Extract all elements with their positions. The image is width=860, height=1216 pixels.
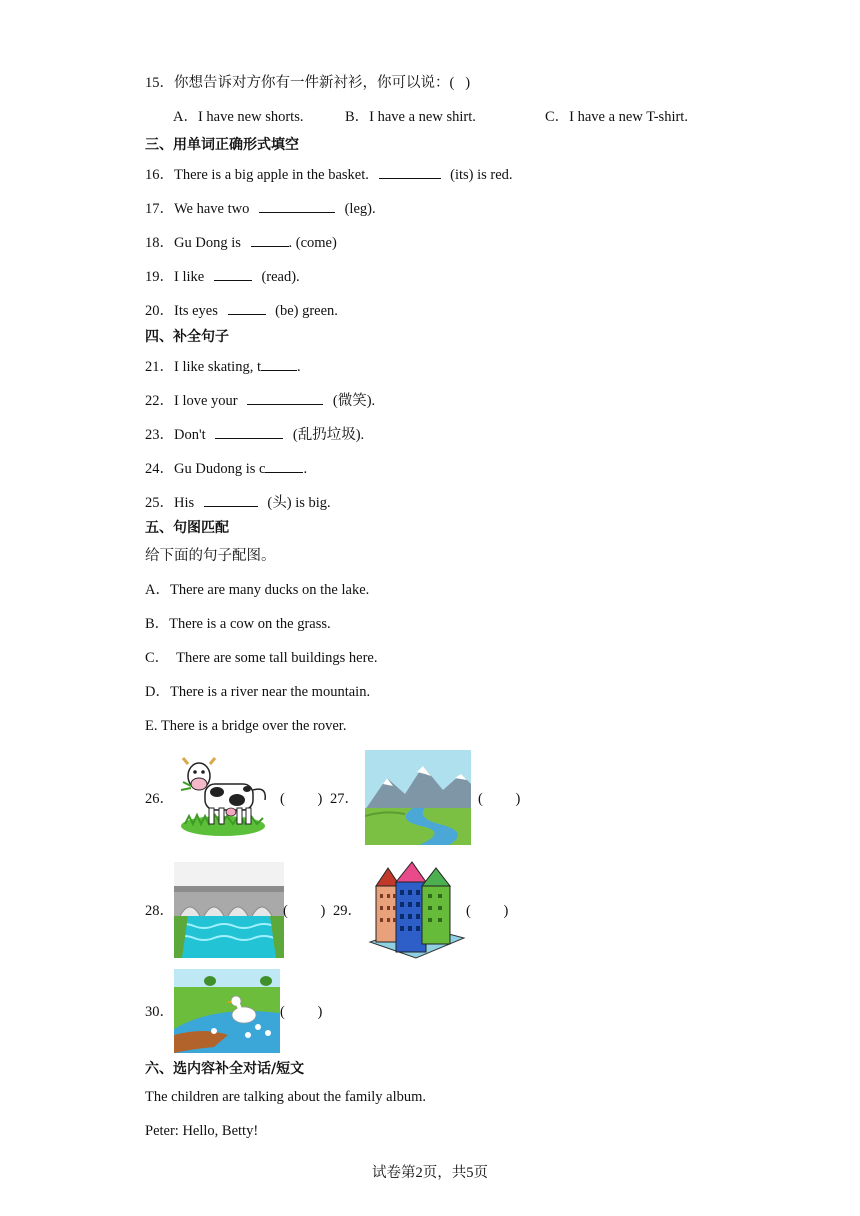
section-6-title: 六、选内容补全对话/短文 [145, 1061, 305, 1077]
q25-hint: (头) is big. [267, 495, 331, 511]
question-16 [145, 164, 513, 184]
q18-hint: . (come) [288, 235, 337, 251]
section-5-instruction: 给下面的句子配图。 [145, 548, 276, 564]
question-19 [145, 266, 300, 286]
q25-blank[interactable] [204, 492, 258, 507]
q16-hint: (its) is red. [450, 167, 513, 183]
item-26-number: 26． [145, 791, 174, 807]
section-3-title: 三、用单词正确形式填空 [145, 137, 299, 153]
question-20 [145, 300, 338, 320]
mountain-river-picture [365, 750, 471, 845]
q23-hint: (乱扔垃圾). [292, 427, 365, 443]
q15-option-a[interactable]: A．I have new shorts. [173, 109, 304, 125]
q20-hint: (be) green. [275, 303, 338, 319]
bridge-picture [174, 862, 284, 958]
item-27-answer-paren[interactable]: ( ) [478, 791, 521, 807]
sentence-c: C． There are some tall buildings here. [145, 650, 378, 666]
q19-hint: (read). [261, 269, 300, 285]
item-28-number: 28． [145, 903, 174, 919]
q25-text: 25．His [145, 495, 195, 511]
q24-text: 24．Gu Dudong is c [145, 461, 266, 477]
q21-blank[interactable] [261, 356, 297, 371]
q17-hint: (leg). [344, 201, 376, 217]
q17-text: 17．We have two [145, 201, 250, 217]
q20-text: 20．Its eyes [145, 303, 218, 319]
q23-blank[interactable] [215, 424, 283, 439]
item-28-answer-paren[interactable]: ( ) [283, 903, 326, 919]
q16-text: 16．There is a big apple in the basket. [145, 167, 369, 183]
item-29-number: 29． [333, 903, 362, 919]
item-26-answer-paren[interactable]: ( ) [280, 791, 323, 807]
q24-end: . [303, 461, 308, 477]
sentence-b: B．There is a cow on the grass. [145, 616, 331, 632]
q18-blank[interactable] [251, 232, 289, 247]
item-30-answer-paren[interactable]: ( ) [280, 1004, 323, 1020]
item-29-answer-paren[interactable]: ( ) [466, 903, 509, 919]
q15-option-c[interactable]: C．I have a new T-shirt. [545, 109, 688, 125]
sentence-e: E. There is a bridge over the rover. [145, 718, 347, 734]
q24-blank[interactable] [265, 458, 303, 473]
sentence-d: D．There is a river near the mountain. [145, 684, 371, 700]
page-footer: 试卷第2页，共5页 [372, 1165, 488, 1181]
q20-blank[interactable] [228, 300, 266, 315]
question-18 [145, 232, 337, 252]
q16-blank[interactable] [379, 164, 441, 179]
question-15-stem: 15．你想告诉对方你有一件新衬衫，你可以说：( ) [145, 75, 471, 91]
question-22 [145, 390, 375, 410]
q21-end: . [297, 359, 301, 375]
section-4-title: 四、补全句子 [145, 329, 229, 345]
q18-text: 18．Gu Dong is [145, 235, 241, 251]
q19-text: 19．I like [145, 269, 205, 285]
question-21 [145, 356, 301, 376]
q17-blank[interactable] [259, 198, 335, 213]
q22-hint: (微笑). [332, 393, 376, 409]
ducks-lake-picture [174, 969, 280, 1053]
cow-picture [175, 752, 273, 838]
section-6-intro: The children are talking about the family album. [145, 1089, 427, 1105]
item-30-number: 30． [145, 1004, 174, 1020]
item-27-number: 27． [330, 791, 359, 807]
dialogue-line-1: Peter: Hello, Betty! [145, 1123, 259, 1139]
question-17 [145, 198, 376, 218]
buildings-picture [366, 860, 466, 960]
section-5-title: 五、句图匹配 [145, 520, 229, 536]
q23-text: 23．Don't [145, 427, 206, 443]
q15-option-b[interactable]: B．I have a new shirt. [345, 109, 476, 125]
q19-blank[interactable] [214, 266, 252, 281]
q21-text: 21．I like skating, t [145, 359, 261, 375]
sentence-a: A．There are many ducks on the lake. [145, 582, 370, 598]
question-24 [145, 458, 307, 478]
question-25 [145, 492, 331, 512]
q22-blank[interactable] [247, 390, 323, 405]
q22-text: 22．I love your [145, 393, 238, 409]
question-23 [145, 424, 364, 444]
